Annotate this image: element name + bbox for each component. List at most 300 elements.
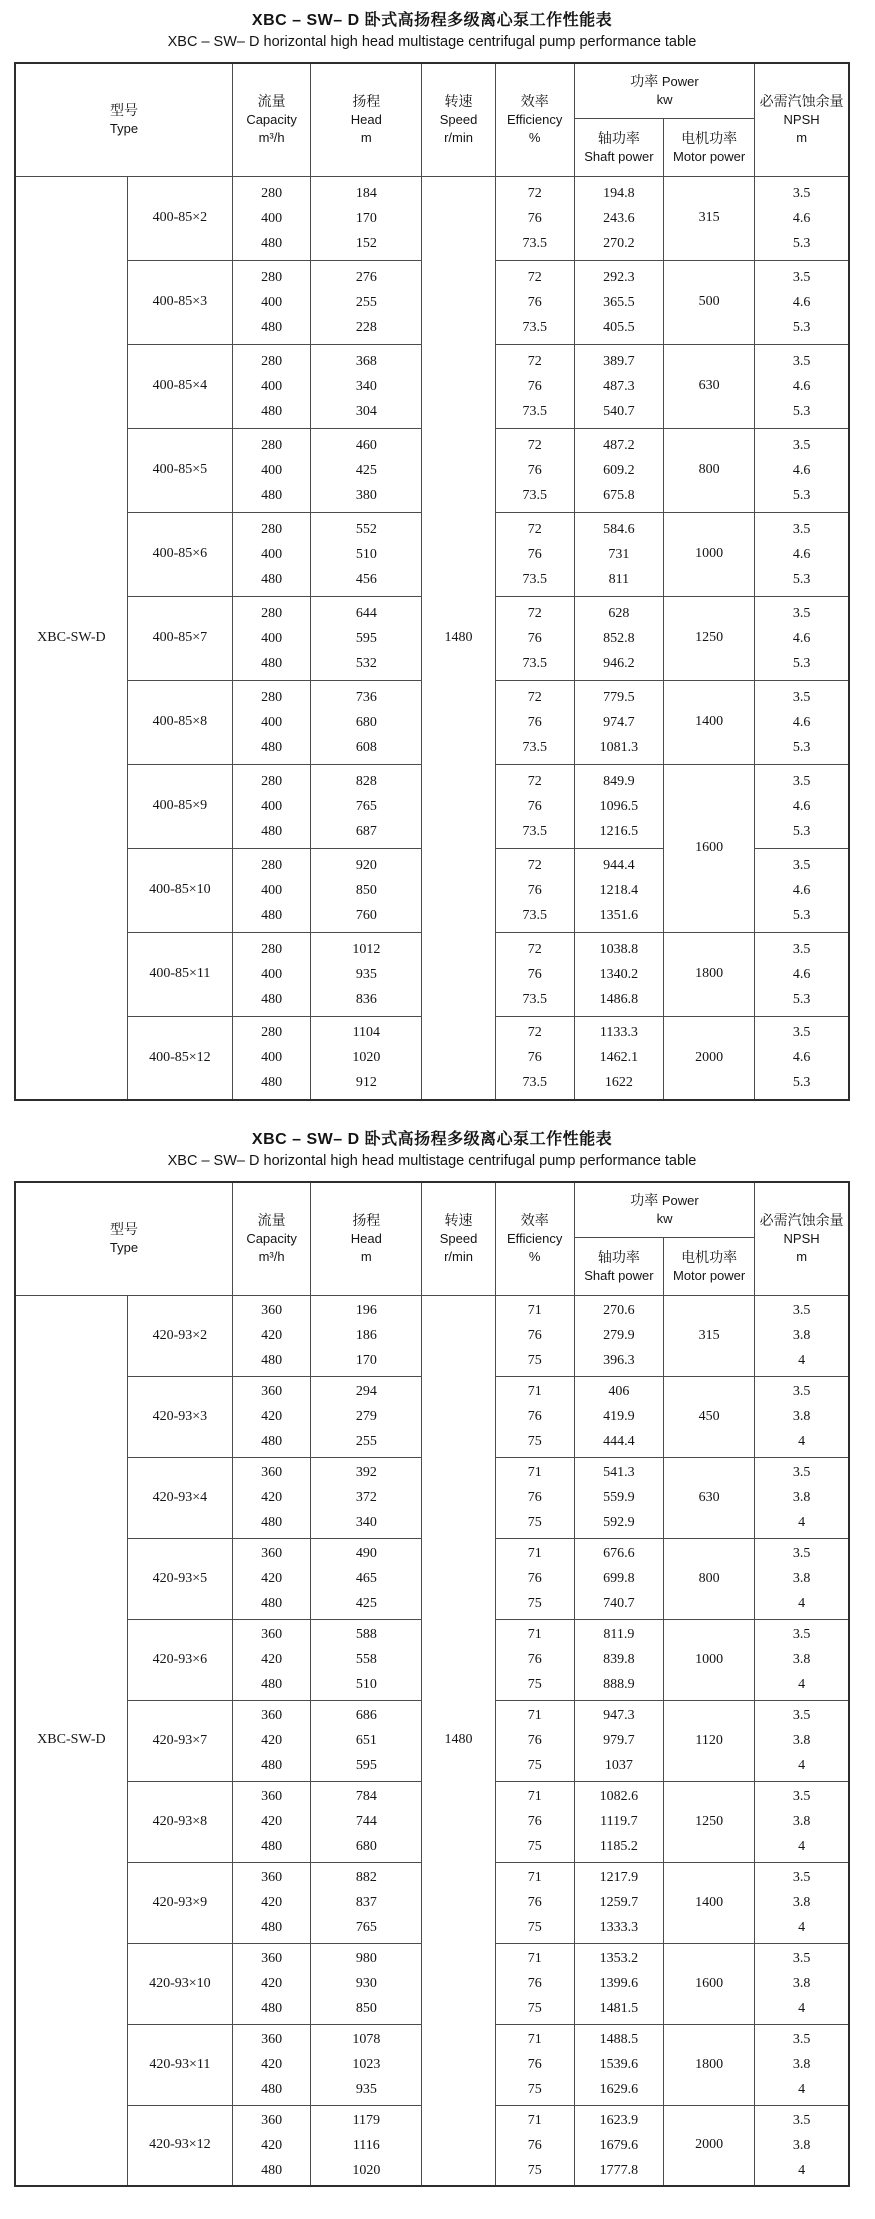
shaft-power-cell-value: 731 — [608, 546, 630, 562]
npsh-cell-value: 3.5 — [792, 857, 811, 873]
head-cell-value: 765 — [355, 1920, 377, 1935]
col-header-npsh-en: NPSH — [783, 112, 820, 128]
npsh-cell-value: 3.5 — [792, 1870, 811, 1885]
capacity-cell-value: 280 — [261, 773, 283, 789]
npsh-cell — [755, 1619, 849, 1700]
head-cell-value: 490 — [355, 1546, 377, 1561]
capacity-cell-value: 400 — [261, 714, 283, 730]
npsh-cell-value: 4.6 — [792, 966, 811, 982]
motor-power-value: 1600 — [664, 764, 755, 932]
col-header-type-en: Type — [109, 1240, 139, 1256]
capacity-cell — [233, 428, 311, 512]
npsh-cell-value: 4 — [798, 2082, 806, 2097]
shaft-power-cell — [574, 1700, 663, 1781]
shaft-power-cell — [574, 512, 663, 596]
capacity-cell-value: 480 — [261, 2082, 283, 2097]
npsh-cell-value: 3.5 — [792, 1303, 811, 1318]
efficiency-cell-value: 76 — [527, 1976, 542, 1991]
speed-value: 1480 — [422, 1295, 495, 2186]
npsh-cell — [755, 2105, 849, 2186]
efficiency-cell-value: 73.5 — [522, 235, 547, 251]
efficiency-cell-value: 72 — [527, 857, 542, 873]
npsh-cell-value: 3.5 — [792, 1025, 811, 1041]
head-cell — [311, 1457, 422, 1538]
head-cell-value: 687 — [355, 823, 377, 839]
efficiency-cell-value: 73.5 — [522, 991, 547, 1007]
head-cell-value: 170 — [355, 210, 377, 226]
shaft-power-cell-value: 396.3 — [603, 1353, 635, 1368]
head-cell-value: 784 — [355, 1789, 377, 1804]
efficiency-cell — [495, 1376, 574, 1457]
efficiency-cell-value: 75 — [527, 2082, 542, 2097]
shaft-power-cell-value: 852.8 — [603, 630, 635, 646]
capacity-cell — [233, 1295, 311, 1376]
shaft-power-cell-value: 540.7 — [603, 403, 635, 419]
capacity-cell-value: 400 — [261, 630, 283, 646]
npsh-cell-value: 3.5 — [792, 521, 811, 537]
shaft-power-cell — [574, 1016, 663, 1100]
pump-performance-table — [14, 62, 850, 1101]
npsh-cell — [755, 1943, 849, 2024]
col-header-capacity — [233, 63, 311, 176]
shaft-power-cell-value: 1539.6 — [599, 2057, 639, 2072]
head-cell-value: 304 — [355, 403, 377, 419]
capacity-cell-value: 480 — [261, 1353, 283, 1368]
efficiency-cell-value: 75 — [527, 1758, 542, 1773]
head-cell-value: 736 — [355, 689, 377, 705]
capacity-cell-value: 360 — [261, 1627, 283, 1642]
model-label: 420-93×8 — [127, 1781, 232, 1862]
head-cell-value: 510 — [355, 1677, 377, 1692]
npsh-cell — [755, 1457, 849, 1538]
head-cell-value: 644 — [355, 605, 377, 621]
col-header-head — [311, 63, 422, 176]
efficiency-cell-value: 76 — [527, 1652, 542, 1667]
capacity-cell-value: 480 — [261, 319, 283, 335]
capacity-cell-value: 360 — [261, 1789, 283, 1804]
head-cell — [311, 344, 422, 428]
efficiency-cell-value: 76 — [527, 1409, 542, 1424]
npsh-cell-value: 3.5 — [792, 1384, 811, 1399]
efficiency-cell — [495, 848, 574, 932]
col-header-power — [574, 1182, 754, 1237]
table-title-zh: XBC – SW– D 卧式高扬程多级离心泵工作性能表 — [251, 12, 613, 29]
head-cell — [311, 1781, 422, 1862]
shaft-power-cell-value: 1481.5 — [599, 2001, 639, 2016]
shaft-power-cell — [574, 1781, 663, 1862]
head-cell-value: 608 — [355, 739, 377, 755]
capacity-cell — [233, 1781, 311, 1862]
motor-power-value: 1000 — [664, 512, 755, 596]
shaft-power-cell-value: 699.8 — [603, 1571, 635, 1586]
col-header-power — [574, 63, 754, 118]
col-header-head-en: Head — [350, 1231, 382, 1247]
capacity-cell — [233, 596, 311, 680]
shaft-power-cell-value: 365.5 — [603, 294, 635, 310]
shaft-power-cell — [574, 176, 663, 260]
capacity-cell-value: 360 — [261, 2032, 283, 2047]
col-header-npsh-unit: m — [796, 130, 808, 146]
head-cell-value: 184 — [355, 185, 377, 201]
efficiency-cell-value: 76 — [527, 1733, 542, 1748]
capacity-cell-value: 420 — [261, 1976, 283, 1991]
efficiency-cell-value: 75 — [527, 1434, 542, 1449]
model-label: 420-93×11 — [127, 2024, 232, 2105]
col-header-type — [15, 63, 233, 176]
capacity-cell-value: 280 — [261, 941, 283, 957]
shaft-power-cell-value: 406 — [608, 1384, 630, 1399]
npsh-cell-value: 4 — [798, 1353, 806, 1368]
capacity-cell-value: 480 — [261, 1677, 283, 1692]
head-cell-value: 930 — [355, 1976, 377, 1991]
shaft-power-cell-value: 444.4 — [603, 1434, 635, 1449]
head-cell — [311, 2105, 422, 2186]
npsh-cell-value: 5.3 — [792, 991, 811, 1007]
npsh-cell-value: 4 — [798, 1515, 806, 1530]
col-header-shaft-power-en: Shaft power — [584, 1267, 654, 1283]
efficiency-cell — [495, 1700, 574, 1781]
head-cell-value: 765 — [355, 798, 377, 814]
col-header-speed — [422, 1182, 495, 1295]
head-cell-value: 1023 — [352, 2057, 381, 2072]
shaft-power-cell-value: 292.3 — [603, 269, 635, 285]
motor-power-value: 315 — [664, 1295, 755, 1376]
shaft-power-cell — [574, 848, 663, 932]
npsh-cell-value: 4 — [798, 1920, 806, 1935]
model-label: 400-85×10 — [127, 848, 232, 932]
shaft-power-cell-value: 1399.6 — [599, 1976, 639, 1991]
shaft-power-cell-value: 1216.5 — [599, 823, 639, 839]
col-header-power-unit: kw — [656, 92, 673, 108]
efficiency-cell-value: 73.5 — [522, 655, 547, 671]
capacity-cell-value: 480 — [261, 655, 283, 671]
col-header-speed-unit: r/min — [444, 1249, 473, 1265]
motor-power-value: 1120 — [664, 1700, 755, 1781]
efficiency-cell — [495, 1457, 574, 1538]
col-header-speed — [422, 63, 495, 176]
col-header-speed-zh: 转速 — [444, 93, 473, 110]
efficiency-cell-value: 71 — [527, 1384, 542, 1399]
head-cell-value: 460 — [355, 437, 377, 453]
table-title-en: XBC – SW– D horizontal high head multistage centrifugal pump performance table — [167, 1153, 697, 1169]
capacity-cell-value: 360 — [261, 1870, 283, 1885]
shaft-power-cell-value: 1679.6 — [599, 2137, 639, 2153]
capacity-cell-value: 400 — [261, 798, 283, 814]
col-header-speed-en: Speed — [439, 1231, 478, 1247]
capacity-cell-value: 400 — [261, 378, 283, 394]
efficiency-cell-value: 72 — [527, 605, 542, 621]
capacity-cell-value: 280 — [261, 521, 283, 537]
npsh-cell-value: 4.6 — [792, 630, 811, 646]
motor-power-value: 2000 — [664, 1016, 755, 1100]
npsh-cell-value: 4.6 — [792, 210, 811, 226]
motor-power-value: 1250 — [664, 1781, 755, 1862]
col-header-motor-power — [664, 1237, 755, 1295]
npsh-cell-value: 4.6 — [792, 714, 811, 730]
shaft-power-cell — [574, 260, 663, 344]
col-header-efficiency-en: Efficiency — [507, 112, 563, 128]
capacity-cell-value: 360 — [261, 1708, 283, 1723]
head-cell-value: 425 — [355, 462, 377, 478]
head-cell-value: 1020 — [352, 1050, 381, 1066]
shaft-power-cell-value: 584.6 — [603, 521, 635, 537]
efficiency-cell-value: 73.5 — [522, 571, 547, 587]
npsh-cell — [755, 1376, 849, 1457]
efficiency-cell-value: 71 — [527, 1789, 542, 1804]
shaft-power-cell-value: 779.5 — [603, 689, 635, 705]
head-cell-value: 392 — [355, 1465, 377, 1480]
shaft-power-cell-value: 1353.2 — [599, 1951, 639, 1966]
col-header-efficiency — [495, 1182, 574, 1295]
npsh-cell — [755, 176, 849, 260]
capacity-cell — [233, 1376, 311, 1457]
shaft-power-cell-value: 487.2 — [603, 437, 635, 453]
head-cell — [311, 2024, 422, 2105]
capacity-cell — [233, 1457, 311, 1538]
col-header-head-unit: m — [360, 130, 372, 146]
shaft-power-cell-value: 1082.6 — [599, 1789, 639, 1804]
head-cell-value: 186 — [355, 1328, 377, 1343]
efficiency-cell-value: 73.5 — [522, 403, 547, 419]
head-cell-value: 1012 — [352, 941, 381, 957]
capacity-cell-value: 400 — [261, 546, 283, 562]
shaft-power-cell-value: 1351.6 — [599, 907, 639, 923]
efficiency-cell — [495, 1016, 574, 1100]
efficiency-cell — [495, 680, 574, 764]
head-cell-value: 588 — [355, 1627, 377, 1642]
head-cell-value: 912 — [355, 1075, 377, 1091]
shaft-power-cell-value: 194.8 — [603, 185, 635, 201]
npsh-cell-value: 3.8 — [792, 1409, 811, 1424]
model-label: 400-85×2 — [127, 176, 232, 260]
col-header-speed-en: Speed — [439, 112, 478, 128]
npsh-cell — [755, 344, 849, 428]
shaft-power-cell-value: 839.8 — [603, 1652, 635, 1667]
col-header-power-en: Power — [661, 1193, 699, 1209]
capacity-cell-value: 480 — [261, 235, 283, 251]
capacity-cell-value: 420 — [261, 1409, 283, 1424]
head-cell-value: 294 — [355, 1384, 377, 1399]
col-header-capacity-zh: 流量 — [257, 1212, 286, 1229]
col-header-head-en: Head — [350, 112, 382, 128]
shaft-power-cell-value: 541.3 — [603, 1465, 635, 1480]
col-header-shaft-power — [574, 118, 663, 176]
head-cell — [311, 1619, 422, 1700]
npsh-cell-value: 5.3 — [792, 1075, 811, 1091]
head-cell — [311, 1016, 422, 1100]
efficiency-cell — [495, 596, 574, 680]
performance-table-section-2 — [14, 1129, 850, 2187]
shaft-power-cell-value: 419.9 — [603, 1409, 635, 1424]
head-cell-value: 651 — [355, 1733, 377, 1748]
capacity-cell — [233, 1862, 311, 1943]
head-cell — [311, 848, 422, 932]
npsh-cell-value: 5.3 — [792, 739, 811, 755]
col-header-shaft-power — [574, 1237, 663, 1295]
motor-power-value: 1400 — [664, 1862, 755, 1943]
npsh-cell-value: 4 — [798, 2001, 806, 2016]
efficiency-cell-value: 76 — [527, 378, 542, 394]
model-label: 420-93×7 — [127, 1700, 232, 1781]
table-title-zh: XBC – SW– D 卧式高扬程多级离心泵工作性能表 — [251, 1131, 613, 1148]
efficiency-cell-value: 71 — [527, 1465, 542, 1480]
head-cell-value: 882 — [355, 1870, 377, 1885]
npsh-cell-value: 3.8 — [792, 1652, 811, 1667]
capacity-cell — [233, 680, 311, 764]
efficiency-cell-value: 76 — [527, 1328, 542, 1343]
npsh-cell — [755, 1538, 849, 1619]
head-cell-value: 744 — [355, 1814, 377, 1829]
head-cell-value: 255 — [355, 294, 377, 310]
shaft-power-cell-value: 1340.2 — [599, 966, 639, 982]
motor-power-value: 1400 — [664, 680, 755, 764]
head-cell — [311, 1862, 422, 1943]
efficiency-cell — [495, 512, 574, 596]
series-label: XBC-SW-D — [15, 176, 127, 1100]
npsh-cell — [755, 596, 849, 680]
npsh-cell-value: 3.8 — [792, 1328, 811, 1343]
npsh-cell-value: 5.3 — [792, 235, 811, 251]
efficiency-cell-value: 76 — [527, 210, 542, 226]
head-cell — [311, 764, 422, 848]
efficiency-cell-value: 71 — [527, 1870, 542, 1885]
efficiency-cell-value: 76 — [527, 798, 542, 814]
capacity-cell-value: 420 — [261, 2137, 283, 2153]
col-header-motor-power — [664, 118, 755, 176]
shaft-power-cell — [574, 680, 663, 764]
capacity-cell-value: 480 — [261, 2162, 283, 2178]
npsh-cell-value: 3.8 — [792, 1571, 811, 1586]
npsh-cell-value: 3.8 — [792, 1733, 811, 1748]
model-label: 400-85×5 — [127, 428, 232, 512]
col-header-power-zh: 功率 — [630, 73, 659, 90]
npsh-cell-value: 4.6 — [792, 882, 811, 898]
shaft-power-cell-value: 1622 — [604, 1075, 633, 1091]
npsh-cell-value: 4 — [798, 1434, 806, 1449]
npsh-cell-value: 3.5 — [792, 1789, 811, 1804]
npsh-cell-value: 3.8 — [792, 1490, 811, 1505]
head-cell-value: 1104 — [352, 1025, 381, 1041]
motor-power-value: 1800 — [664, 2024, 755, 2105]
shaft-power-cell-value: 1217.9 — [599, 1870, 639, 1885]
npsh-cell — [755, 1862, 849, 1943]
col-header-power-en: Power — [661, 74, 699, 90]
npsh-cell-value: 3.5 — [792, 1465, 811, 1480]
efficiency-cell-value: 72 — [527, 773, 542, 789]
efficiency-cell-value: 71 — [527, 1303, 542, 1318]
capacity-cell — [233, 344, 311, 428]
performance-table-section-1 — [14, 10, 850, 1101]
npsh-cell-value: 4 — [798, 2162, 806, 2178]
shaft-power-cell-value: 1777.8 — [599, 2162, 639, 2178]
capacity-cell-value: 280 — [261, 353, 283, 369]
npsh-cell-value: 3.8 — [792, 1814, 811, 1829]
shaft-power-cell-value: 888.9 — [603, 1677, 635, 1692]
shaft-power-cell-value: 1629.6 — [599, 2082, 639, 2097]
efficiency-cell-value: 76 — [527, 882, 542, 898]
head-cell — [311, 1295, 422, 1376]
col-header-head-zh: 扬程 — [352, 1212, 381, 1229]
col-header-speed-zh: 转速 — [444, 1212, 473, 1229]
col-header-shaft-power-zh: 轴功率 — [597, 129, 640, 146]
shaft-power-cell-value: 675.8 — [603, 487, 635, 503]
shaft-power-cell — [574, 1862, 663, 1943]
head-cell — [311, 428, 422, 512]
efficiency-cell — [495, 1943, 574, 2024]
npsh-cell-value: 5.3 — [792, 571, 811, 587]
capacity-cell-value: 420 — [261, 2057, 283, 2072]
col-header-head — [311, 1182, 422, 1295]
capacity-cell-value: 280 — [261, 437, 283, 453]
capacity-cell-value: 480 — [261, 1596, 283, 1611]
efficiency-cell-value: 72 — [527, 521, 542, 537]
head-cell-value: 850 — [355, 882, 377, 898]
efficiency-cell-value: 76 — [527, 1814, 542, 1829]
capacity-cell-value: 480 — [261, 907, 283, 923]
model-label: 400-85×12 — [127, 1016, 232, 1100]
efficiency-cell-value: 76 — [527, 2137, 542, 2153]
shaft-power-cell-value: 609.2 — [603, 462, 635, 478]
shaft-power-cell — [574, 1295, 663, 1376]
efficiency-cell-value: 71 — [527, 2032, 542, 2047]
head-cell-value: 837 — [355, 1895, 377, 1910]
col-header-efficiency-en: Efficiency — [507, 1231, 563, 1247]
col-header-power-zh: 功率 — [630, 1192, 659, 1209]
head-cell-value: 920 — [355, 857, 377, 873]
npsh-cell-value: 3.5 — [792, 2112, 811, 2128]
npsh-cell-value: 4 — [798, 1596, 806, 1611]
efficiency-cell-value: 75 — [527, 2001, 542, 2016]
shaft-power-cell-value: 849.9 — [603, 773, 635, 789]
capacity-cell-value: 420 — [261, 1814, 283, 1829]
efficiency-cell — [495, 2024, 574, 2105]
col-header-efficiency-unit: % — [528, 1249, 541, 1265]
npsh-cell-value: 4.6 — [792, 1050, 811, 1066]
capacity-cell-value: 480 — [261, 1920, 283, 1935]
shaft-power-cell — [574, 344, 663, 428]
efficiency-cell-value: 75 — [527, 1920, 542, 1935]
capacity-cell-value: 400 — [261, 462, 283, 478]
efficiency-cell-value: 76 — [527, 1571, 542, 1586]
efficiency-cell-value: 76 — [527, 294, 542, 310]
capacity-cell-value: 360 — [261, 1951, 283, 1966]
shaft-power-cell-value: 1259.7 — [599, 1895, 639, 1910]
model-group-row — [15, 1295, 849, 1376]
npsh-cell-value: 3.5 — [792, 689, 811, 705]
col-header-type-en: Type — [109, 121, 139, 137]
capacity-cell — [233, 1619, 311, 1700]
shaft-power-cell — [574, 932, 663, 1016]
col-header-type — [15, 1182, 233, 1295]
speed-value: 1480 — [422, 176, 495, 1100]
efficiency-cell-value: 72 — [527, 185, 542, 201]
efficiency-cell-value: 75 — [527, 2162, 542, 2178]
motor-power-value: 800 — [664, 1538, 755, 1619]
shaft-power-cell-value: 389.7 — [603, 353, 635, 369]
npsh-cell-value: 5.3 — [792, 319, 811, 335]
capacity-cell-value: 420 — [261, 1490, 283, 1505]
npsh-cell — [755, 1700, 849, 1781]
model-label: 420-93×6 — [127, 1619, 232, 1700]
efficiency-cell-value: 71 — [527, 1546, 542, 1561]
efficiency-cell-value: 73.5 — [522, 907, 547, 923]
shaft-power-cell-value: 405.5 — [603, 319, 635, 335]
npsh-cell — [755, 260, 849, 344]
col-header-capacity-en: Capacity — [246, 112, 297, 128]
npsh-cell — [755, 2024, 849, 2105]
npsh-cell-value: 3.5 — [792, 1546, 811, 1561]
model-label: 400-85×4 — [127, 344, 232, 428]
